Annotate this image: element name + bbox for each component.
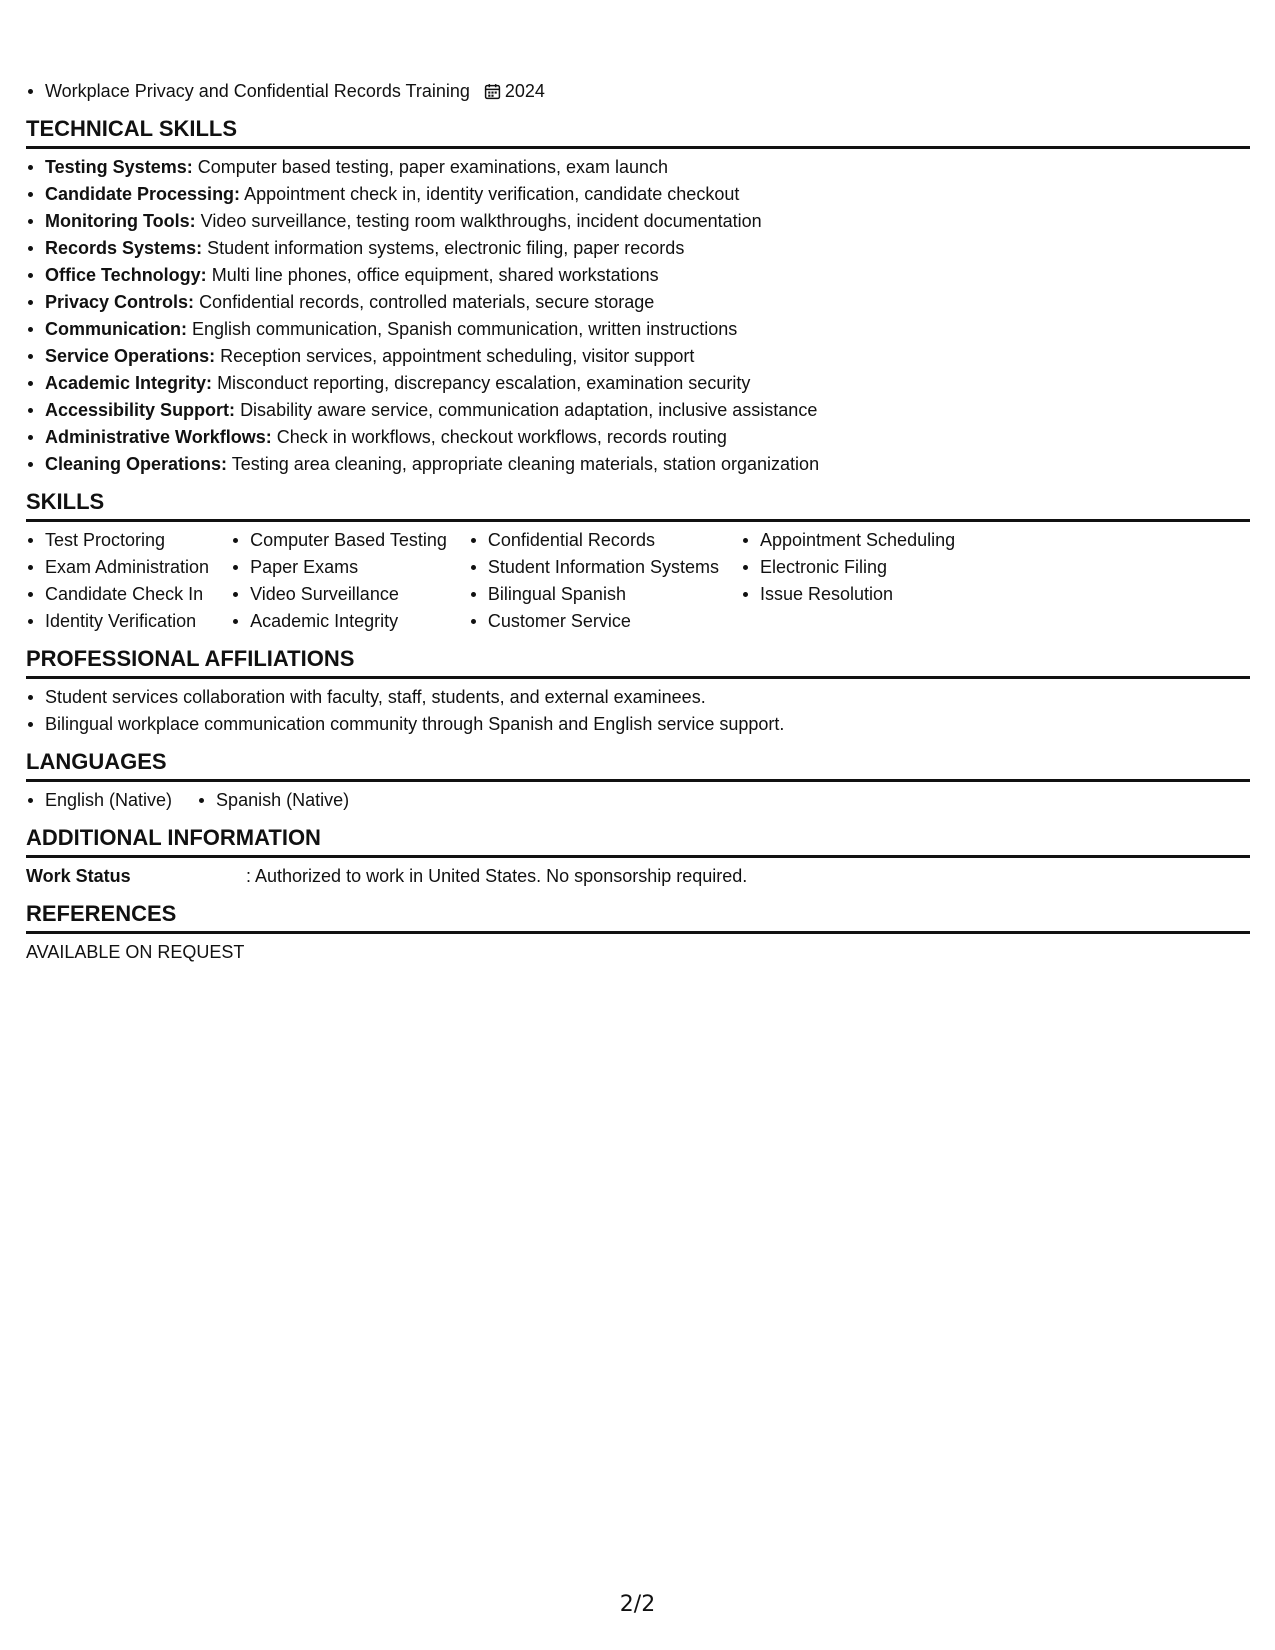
skill-item: Appointment Scheduling (741, 527, 955, 554)
language-item: English (Native) (26, 787, 172, 814)
technical-skill-value: Student information systems, electronic filing, paper records (207, 238, 685, 258)
technical-skill-item (26, 289, 1250, 316)
technical-skill-item (26, 397, 1250, 424)
skills-column (469, 527, 719, 635)
skill-item: Identity Verification (26, 608, 209, 635)
technical-skill-value: Check in workflows, checkout workflows, records routing (276, 427, 727, 447)
technical-skill-label: Candidate Processing: (45, 184, 241, 204)
technical-skill-value: Computer based testing, paper examinations, exam launch (197, 157, 669, 177)
references-text: AVAILABLE ON REQUEST (26, 942, 245, 962)
calendar-icon (484, 83, 501, 100)
technical-skills-heading: TECHNICAL SKILLS (26, 115, 1250, 149)
page-number: 2/2 (619, 1592, 656, 1617)
technical-skill-value: Confidential records, controlled materials, secure storage (199, 292, 655, 312)
skill-item: Paper Exams (231, 554, 447, 581)
affiliations-list (26, 684, 1250, 738)
technical-skill-item (26, 208, 1250, 235)
technical-skill-label: Cleaning Operations: (45, 454, 228, 474)
technical-skill-label: Academic Integrity: (45, 373, 213, 393)
work-status-row (26, 863, 1250, 890)
technical-skill-item (26, 154, 1250, 181)
technical-skill-value: Testing area cleaning, appropriate cleaning materials, station organization (231, 454, 820, 474)
technical-skill-label: Testing Systems: (45, 157, 193, 177)
technical-skill-value: Reception services, appointment scheduling, visitor support (220, 346, 695, 366)
technical-skill-value: Disability aware service, communication adaptation, inclusive assistance (240, 400, 818, 420)
technical-skill-value: Misconduct reporting, discrepancy escalation, examination security (217, 373, 751, 393)
skill-item: Candidate Check In (26, 581, 209, 608)
work-status-value: : Authorized to work in United States. No sponsorship required. (246, 866, 748, 886)
technical-skill-label: Communication: (45, 319, 187, 339)
technical-skill-value: Appointment check in, identity verification, candidate checkout (244, 184, 740, 204)
skill-item: Video Surveillance (231, 581, 447, 608)
skill-item: Academic Integrity (231, 608, 447, 635)
technical-skill-label: Accessibility Support: (45, 400, 236, 420)
technical-skill-item (26, 262, 1250, 289)
technical-skill-item (26, 343, 1250, 370)
certification-list (26, 78, 1250, 105)
certification-item (26, 78, 1250, 105)
skills-grid (26, 527, 1250, 635)
technical-skill-label: Privacy Controls: (45, 292, 195, 312)
technical-skill-item (26, 181, 1250, 208)
language-item: Spanish (Native) (197, 787, 349, 814)
skill-item: Bilingual Spanish (469, 581, 719, 608)
skills-heading: SKILLS (26, 488, 1250, 522)
technical-skill-value: Video surveillance, testing room walkthroughs, incident documentation (200, 211, 762, 231)
technical-skill-label: Records Systems: (45, 238, 203, 258)
technical-skill-label: Service Operations: (45, 346, 216, 366)
languages-list (26, 787, 1250, 814)
skills-column (26, 527, 209, 635)
skill-item: Confidential Records (469, 527, 719, 554)
languages-heading: LANGUAGES (26, 748, 1250, 782)
technical-skill-item (26, 424, 1250, 451)
additional-information-heading: ADDITIONAL INFORMATION (26, 824, 1250, 858)
skill-item: Customer Service (469, 608, 719, 635)
technical-skill-item (26, 235, 1250, 262)
certification-name: Workplace Privacy and Confidential Records Training (45, 81, 470, 101)
work-status-label: Work Status (26, 866, 131, 886)
skill-item: Issue Resolution (741, 581, 955, 608)
technical-skill-label: Monitoring Tools: (45, 211, 196, 231)
affiliation-item: Bilingual workplace communication community through Spanish and English service support. (26, 711, 1250, 738)
skill-item: Test Proctoring (26, 527, 209, 554)
skill-item: Electronic Filing (741, 554, 955, 581)
skills-column (231, 527, 447, 635)
resume-content (26, 78, 1250, 966)
technical-skill-value: English communication, Spanish communication, written instructions (192, 319, 738, 339)
technical-skill-item (26, 316, 1250, 343)
certification-date (484, 78, 545, 105)
skill-item: Computer Based Testing (231, 527, 447, 554)
technical-skill-item (26, 451, 1250, 478)
technical-skill-item (26, 370, 1250, 397)
affiliation-item: Student services collaboration with faculty, staff, students, and external examinees. (26, 684, 1250, 711)
references-heading: REFERENCES (26, 900, 1250, 934)
certification-year: 2024 (504, 81, 545, 101)
technical-skill-label: Office Technology: (45, 265, 207, 285)
skill-item: Exam Administration (26, 554, 209, 581)
technical-skill-value: Multi line phones, office equipment, shared workstations (211, 265, 659, 285)
affiliations-heading: PROFESSIONAL AFFILIATIONS (26, 645, 1250, 679)
skills-column (741, 527, 955, 635)
technical-skill-label: Administrative Workflows: (45, 427, 272, 447)
technical-skills-list (26, 154, 1250, 478)
skill-item: Student Information Systems (469, 554, 719, 581)
